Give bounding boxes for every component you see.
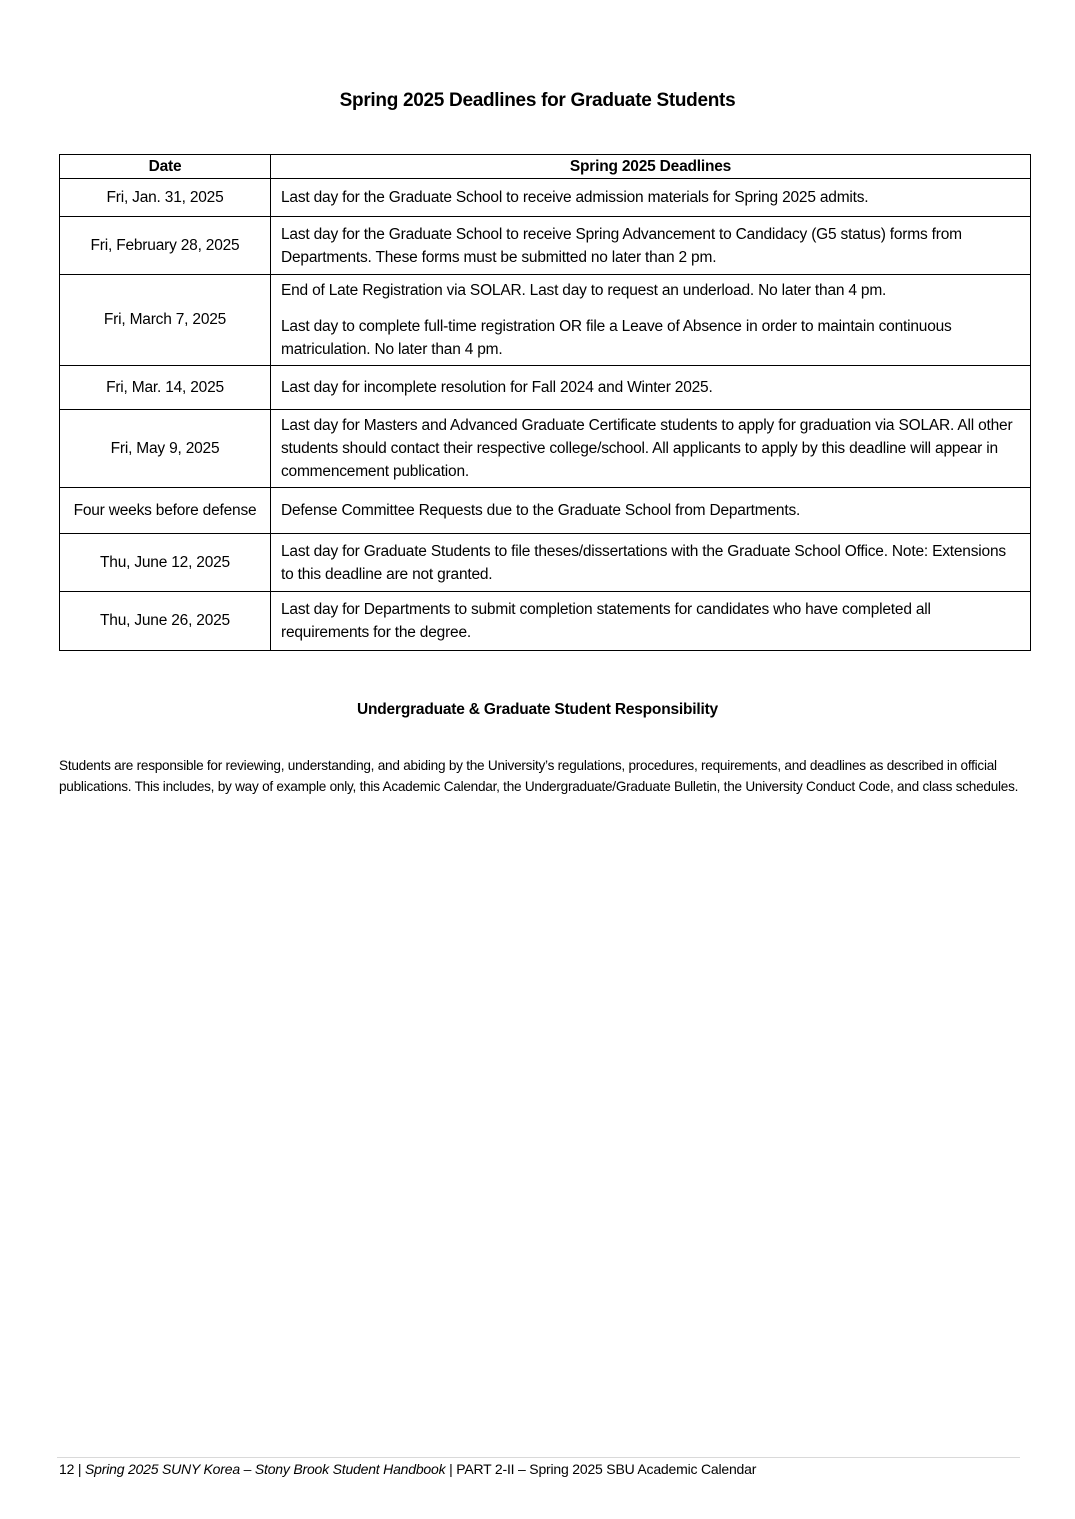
deadline-text: Last day for Departments to submit completion statements for candidates who have completed all requirements for the degree. — [281, 601, 931, 641]
page-number: 12 — [59, 1461, 75, 1477]
deadline-text: Last day for the Graduate School to receive admission materials for Spring 2025 admits. — [281, 189, 869, 206]
deadline-description — [271, 488, 1031, 534]
deadline-text: Last day for Graduate Students to file theses/dissertations with the Graduate School Office. Note: Extensions to this deadline are not granted. — [281, 542, 1006, 583]
deadline-date: Fri, March 7, 2025 — [60, 275, 271, 366]
deadline-description — [271, 366, 1031, 410]
deadline-text: Last day for the Graduate School to receive Spring Advancement to Candidacy (G5 status) forms from Departments. These forms must be submitted no later than 2 pm. — [281, 225, 962, 266]
deadline-description — [271, 592, 1031, 651]
deadline-text: Last day to complete full-time registration OR file a Leave of Absence in order to maintain continuous matriculation. No later than 4 pm. — [281, 318, 952, 358]
table-header-row — [60, 155, 1031, 179]
footer-separator: | — [445, 1461, 457, 1477]
deadline-date: Thu, June 12, 2025 — [60, 534, 271, 592]
deadline-text: Last day for incomplete resolution for Fall 2024 and Winter 2025. — [281, 379, 713, 396]
table-row — [60, 592, 1031, 651]
table-row — [60, 366, 1031, 410]
publication-title: Spring 2025 SUNY Korea – Stony Brook Student Handbook — [85, 1461, 446, 1477]
column-header-date: Date — [60, 155, 271, 179]
deadline-text: End of Late Registration via SOLAR. Last day to request an underload. No later than 4 pm. — [281, 282, 887, 299]
deadline-date: Fri, February 28, 2025 — [60, 217, 271, 275]
column-header-deadlines: Spring 2025 Deadlines — [271, 155, 1031, 179]
deadline-description — [271, 275, 1031, 366]
table-row — [60, 275, 1031, 366]
deadline-description — [271, 410, 1031, 488]
table-row — [60, 217, 1031, 275]
deadline-text: Defense Committee Requests due to the Graduate School from Departments. — [281, 502, 801, 519]
deadline-description — [271, 179, 1031, 217]
deadline-text: Last day for Masters and Advanced Graduate Certificate students to apply for graduation via SOLAR. All other students should contact their respective college/school. All applicants to apply by this deadline will appear in commencement publication. — [281, 417, 1013, 480]
table-row — [60, 488, 1031, 534]
table-row — [60, 179, 1031, 217]
footer-divider — [57, 1457, 1020, 1458]
deadline-description — [271, 217, 1031, 275]
deadline-date: Fri, Mar. 14, 2025 — [60, 366, 271, 410]
table-row — [60, 534, 1031, 592]
table-body — [60, 179, 1031, 651]
deadline-description — [271, 534, 1031, 592]
responsibility-title: Undergraduate & Graduate Student Responsibility — [357, 701, 718, 718]
table-row — [60, 410, 1031, 488]
deadline-date: Fri, Jan. 31, 2025 — [60, 179, 271, 217]
page-title: Spring 2025 Deadlines for Graduate Students — [339, 90, 736, 111]
deadline-date: Fri, May 9, 2025 — [60, 410, 271, 488]
deadline-date: Four weeks before defense — [60, 488, 271, 534]
deadline-date: Thu, June 26, 2025 — [60, 592, 271, 651]
deadlines-table — [59, 154, 1031, 651]
section-title: PART 2-II – Spring 2025 SBU Academic Calendar — [456, 1461, 757, 1477]
footer-separator: | — [74, 1461, 86, 1477]
responsibility-paragraph: Students are responsible for reviewing, understanding, and abiding by the University’s regulations, procedures, requirements, and deadlines as described in official publications. This includes, by way of example only, this Academic Calendar, the Undergraduate/Graduate Bulletin, the University Conduct Code, and class schedules. — [59, 758, 1019, 794]
page-footer — [59, 1461, 756, 1477]
